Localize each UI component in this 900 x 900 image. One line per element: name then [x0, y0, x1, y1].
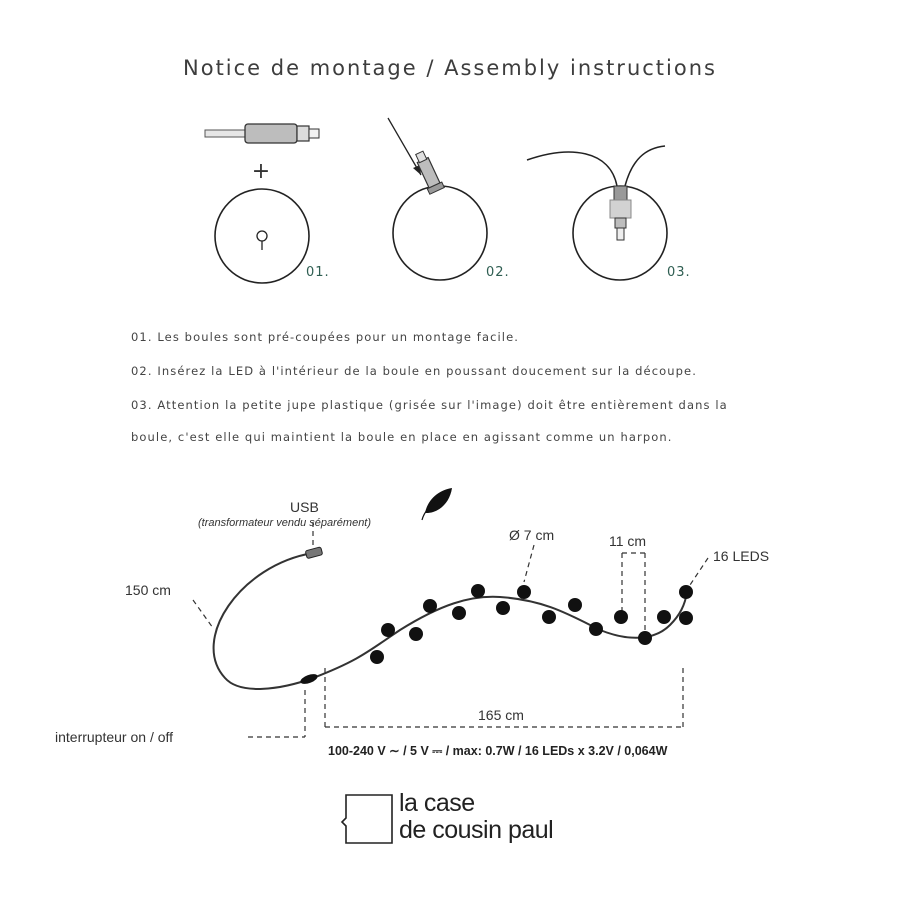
led-ball — [409, 627, 423, 641]
led-ball — [517, 585, 531, 599]
led-ball — [423, 599, 437, 613]
plus-sign: + — [251, 159, 271, 184]
led-ball — [679, 585, 693, 599]
logo-line-1: la case — [399, 789, 475, 817]
cable-length-label: 150 cm — [125, 582, 171, 598]
usb-label: USB — [290, 499, 319, 515]
led-ball — [381, 623, 395, 637]
led-ball — [452, 606, 466, 620]
step-label-02: 02. — [486, 265, 510, 280]
led-balls — [370, 584, 693, 664]
electrical-specs: 100-240 V ∼ / 5 V ⎓ / max: 0.7W / 16 LEDs x 3.2V / 0,064W — [328, 744, 668, 758]
leader-lines — [193, 522, 708, 737]
usb-note: (transformateur vendu séparément) — [198, 517, 372, 529]
spacing-label: 11 cm — [609, 533, 647, 549]
led-ball — [657, 610, 671, 624]
led-count-label: 16 LEDS — [713, 548, 770, 564]
leaf-icon — [422, 488, 452, 520]
usb-label-group — [198, 499, 371, 529]
ball-diameter-label: Ø 7 cm — [509, 527, 555, 543]
page-title: Notice de montage / Assembly instructions — [183, 56, 717, 80]
logo-text — [399, 790, 553, 844]
step-label-03: 03. — [667, 265, 691, 280]
insert-led-icon — [388, 118, 487, 280]
switch-icon — [299, 672, 319, 686]
logo-mark — [342, 795, 392, 843]
led-ball — [568, 598, 582, 612]
usb-plug-icon — [305, 547, 323, 559]
led-ball — [638, 631, 652, 645]
led-ball — [496, 601, 510, 615]
led-ball — [589, 622, 603, 636]
instruction-line-3b: boule, c'est elle qui maintient la boule en place en agissant comme un harpon. — [131, 430, 673, 444]
switch-label: interrupteur on / off — [55, 729, 174, 745]
instruction-line-3a: 03. Attention la petite jupe plastique (grisée sur l'image) doit être entièrement dans la — [131, 398, 728, 412]
led-ball — [679, 611, 693, 625]
step-label-01: 01. — [306, 265, 330, 280]
led-ball — [614, 610, 628, 624]
led-ball — [542, 610, 556, 624]
led-connector-icon — [205, 124, 319, 143]
ball-with-cut-icon — [215, 189, 309, 283]
led-ball — [370, 650, 384, 664]
led-inside-ball-icon — [527, 146, 667, 280]
led-ball — [471, 584, 485, 598]
instruction-line-1: 01. Les boules sont pré-coupées pour un montage facile. — [131, 330, 520, 344]
logo-line-2: de cousin paul — [399, 816, 554, 844]
instruction-line-2: 02. Insérez la LED à l'intérieur de la boule en poussant doucement sur la découpe. — [131, 364, 697, 378]
garland-length-label: 165 cm — [478, 707, 524, 723]
